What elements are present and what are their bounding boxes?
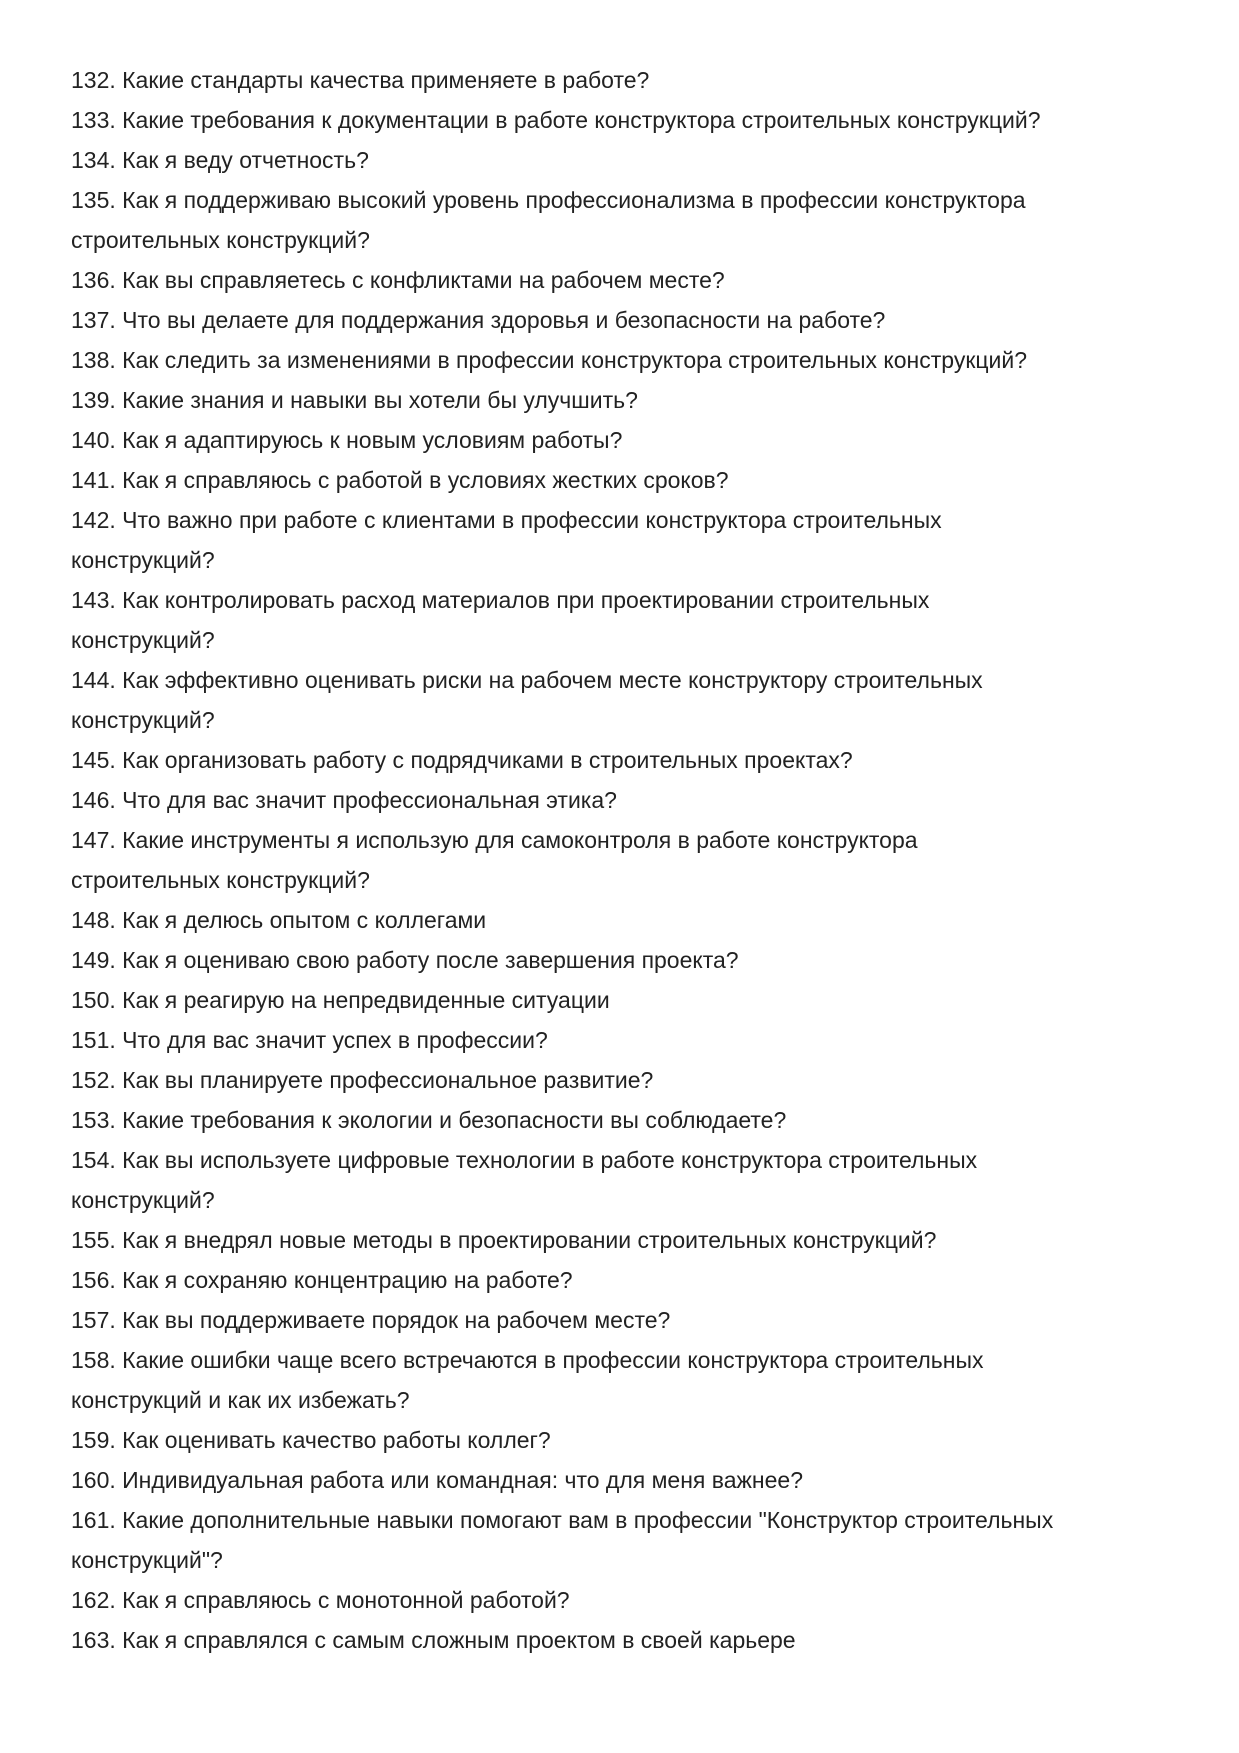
question-text-line: 163. Как я справлялся с самым сложным проектом в своей карьере [71, 1627, 796, 1653]
question-item [71, 1580, 1191, 1620]
question-item [71, 580, 1191, 660]
question-item [71, 340, 1191, 380]
question-text-line: строительных конструкций? [71, 227, 370, 253]
question-item [71, 60, 1191, 100]
question-item [71, 260, 1191, 300]
question-text-line: 154. Как вы используете цифровые технологии в работе конструктора строительных [71, 1147, 978, 1173]
question-text-line: 150. Как я реагирую на непредвиденные ситуации [71, 987, 610, 1013]
question-text-line: 147. Какие инструменты я использую для самоконтроля в работе конструктора [71, 827, 918, 853]
question-text-line: 141. Как я справляюсь с работой в условиях жестких сроков? [71, 467, 729, 493]
question-item [71, 940, 1191, 980]
question-text-line: 145. Как организовать работу с подрядчиками в строительных проектах? [71, 747, 853, 773]
question-item [71, 900, 1191, 940]
question-text-line: 143. Как контролировать расход материалов при проектировании строительных [71, 587, 930, 613]
question-text-line: 134. Как я веду отчетность? [71, 147, 369, 173]
question-text-line: 137. Что вы делаете для поддержания здоровья и безопасности на работе? [71, 307, 886, 333]
question-text-line: 142. Что важно при работе с клиентами в профессии конструктора строительных [71, 507, 942, 533]
question-item [71, 300, 1191, 340]
question-text-line: 161. Какие дополнительные навыки помогают вам в профессии "Конструктор строительных [71, 1507, 1054, 1533]
question-item [71, 1300, 1191, 1340]
question-item [71, 420, 1191, 460]
question-item [71, 1260, 1191, 1300]
question-item [71, 660, 1191, 740]
question-item [71, 140, 1191, 180]
question-text-line: 136. Как вы справляетесь с конфликтами на рабочем месте? [71, 267, 725, 293]
question-text-line: конструкций"? [71, 1547, 223, 1573]
question-text-line: 153. Какие требования к экологии и безопасности вы соблюдаете? [71, 1107, 787, 1133]
question-list [71, 60, 1191, 1660]
question-text-line: 155. Как я внедрял новые методы в проектировании строительных конструкций? [71, 1227, 937, 1253]
question-text-line: конструкций и как их избежать? [71, 1387, 410, 1413]
question-text-line: конструкций? [71, 707, 215, 733]
question-item [71, 1340, 1191, 1420]
question-item [71, 1140, 1191, 1220]
question-item [71, 740, 1191, 780]
question-text-line: 138. Как следить за изменениями в профессии конструктора строительных конструкций? [71, 347, 1028, 373]
question-item [71, 380, 1191, 420]
question-item [71, 1460, 1191, 1500]
question-item [71, 100, 1191, 140]
question-text-line: конструкций? [71, 1187, 215, 1213]
question-text-line: 133. Какие требования к документации в работе конструктора строительных конструкций? [71, 107, 1041, 133]
question-text-line: 144. Как эффективно оценивать риски на рабочем месте конструктору строительных [71, 667, 983, 693]
question-item [71, 1620, 1191, 1660]
question-text-line: 152. Как вы планируете профессиональное развитие? [71, 1067, 654, 1093]
question-text-line: 135. Как я поддерживаю высокий уровень профессионализма в профессии конструктора [71, 187, 1026, 213]
question-item [71, 1500, 1191, 1580]
question-text-line: 132. Какие стандарты качества применяете в работе? [71, 67, 650, 93]
question-item [71, 180, 1191, 260]
question-text-line: 158. Какие ошибки чаще всего встречаются в профессии конструктора строительных [71, 1347, 984, 1373]
question-text-line: 148. Как я делюсь опытом с коллегами [71, 907, 487, 933]
question-item [71, 820, 1191, 900]
question-text-line: конструкций? [71, 547, 215, 573]
question-item [71, 1420, 1191, 1460]
question-item [71, 1020, 1191, 1060]
question-text-line: 140. Как я адаптируюсь к новым условиям работы? [71, 427, 623, 453]
question-item [71, 980, 1191, 1020]
question-text-line: строительных конструкций? [71, 867, 370, 893]
question-text-line: 160. Индивидуальная работа или командная: что для меня важнее? [71, 1467, 803, 1493]
question-text-line: 149. Как я оцениваю свою работу после завершения проекта? [71, 947, 739, 973]
question-text-line: 146. Что для вас значит профессиональная этика? [71, 787, 617, 813]
question-text-line: 156. Как я сохраняю концентрацию на работе? [71, 1267, 573, 1293]
question-text-line: 159. Как оценивать качество работы коллег? [71, 1427, 551, 1453]
question-text-line: 162. Как я справляюсь с монотонной работой? [71, 1587, 570, 1613]
question-item [71, 1220, 1191, 1260]
question-text-line: 157. Как вы поддерживаете порядок на рабочем месте? [71, 1307, 671, 1333]
question-item [71, 500, 1191, 580]
question-text-line: 151. Что для вас значит успех в профессии? [71, 1027, 548, 1053]
question-item [71, 460, 1191, 500]
question-item [71, 780, 1191, 820]
question-text-line: конструкций? [71, 627, 215, 653]
question-item [71, 1100, 1191, 1140]
question-item [71, 1060, 1191, 1100]
question-text-line: 139. Какие знания и навыки вы хотели бы улучшить? [71, 387, 638, 413]
